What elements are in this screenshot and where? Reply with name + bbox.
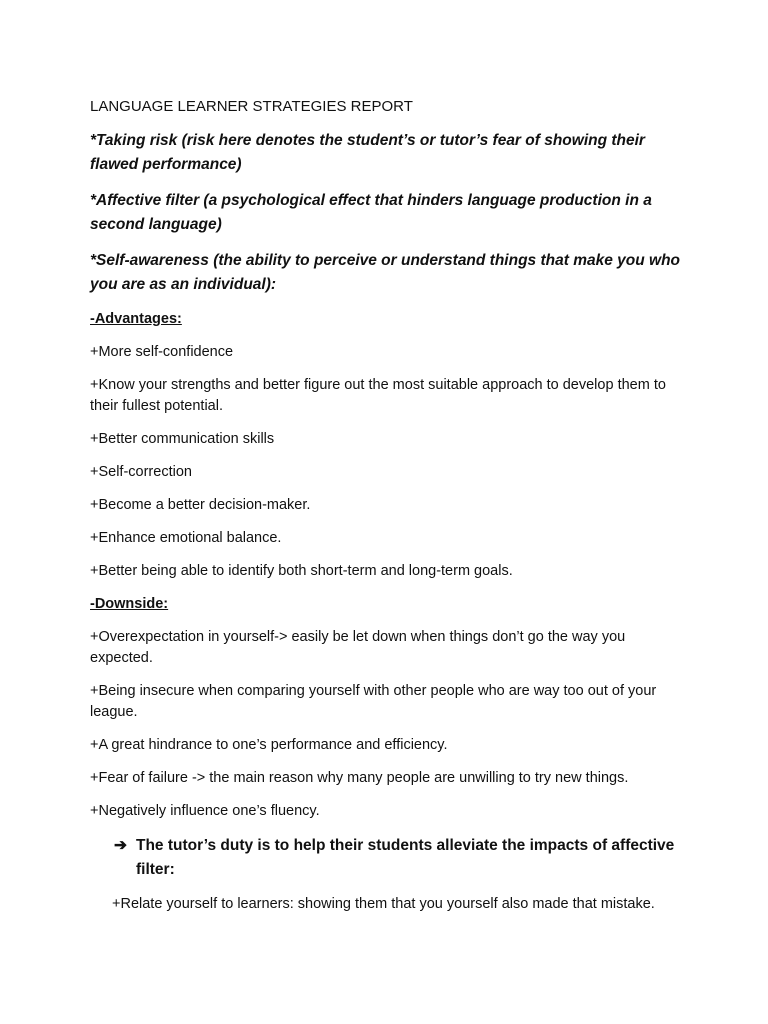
list-item: +Fear of failure -> the main reason why many people are unwilling to try new things. xyxy=(90,770,629,786)
advantages-heading: -Advantages: xyxy=(90,311,182,327)
list-item: +Relate yourself to learners: showing them that you yourself also made that mistake. xyxy=(112,896,655,912)
arrow-right-icon: ➔ xyxy=(114,837,127,854)
definition-affective-filter: *Affective filter (a psychological effect that hinders language production in a second language) xyxy=(90,192,652,233)
list-item: +A great hindrance to one’s performance and efficiency. xyxy=(90,737,448,753)
document-title: LANGUAGE LEARNER STRATEGIES REPORT xyxy=(90,98,413,115)
list-item: +Overexpectation in yourself-> easily be let down when things don’t go the way you expected. xyxy=(90,629,626,666)
callout-text: The tutor’s duty is to help their students alleviate the impacts of affective filter: xyxy=(136,837,675,878)
tutor-duty-callout xyxy=(114,834,682,882)
list-item: +Become a better decision-maker. xyxy=(90,497,311,513)
list-item: +More self-confidence xyxy=(90,344,234,360)
downside-heading: -Downside: xyxy=(90,596,169,612)
list-item: +Self-correction xyxy=(90,464,192,480)
list-item: +Better being able to identify both short-term and long-term goals. xyxy=(90,563,513,579)
definition-self-awareness: *Self-awareness (the ability to perceive or understand things that make you who you are as an individual): xyxy=(90,252,680,293)
document-body xyxy=(90,96,682,927)
list-item: +Being insecure when comparing yourself with other people who are way too out of your league. xyxy=(90,683,657,720)
list-item: +Know your strengths and better figure out the most suitable approach to develop them to their fullest potential. xyxy=(90,377,666,414)
list-item: +Enhance emotional balance. xyxy=(90,530,282,546)
list-item: +Better communication skills xyxy=(90,431,275,447)
definition-taking-risk: *Taking risk (risk here denotes the student’s or tutor’s fear of showing their flawed performance) xyxy=(90,132,645,173)
list-item: +Negatively influence one’s fluency. xyxy=(90,803,320,819)
